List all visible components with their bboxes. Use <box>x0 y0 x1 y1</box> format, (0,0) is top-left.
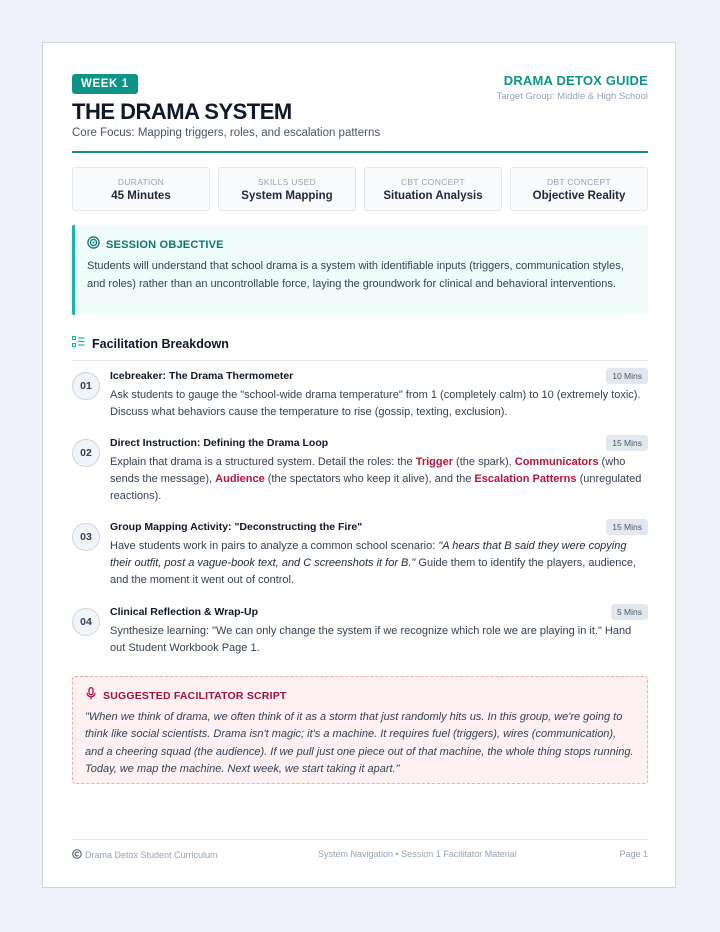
stat-label: CBT CONCEPT <box>400 177 466 187</box>
step-text-segment: (unregulated reactions). <box>110 473 642 502</box>
step-number: 04 <box>72 608 100 636</box>
copyright-icon <box>72 849 82 861</box>
step-number: 02 <box>72 439 100 467</box>
stat-skills <box>218 167 356 211</box>
stats-row <box>72 167 648 211</box>
stat-duration <box>72 167 210 211</box>
week-badge: WEEK 1 <box>72 74 138 94</box>
microphone-icon <box>85 687 97 705</box>
stat-label: DBT CONCEPT <box>546 177 612 187</box>
role-escalation-patterns: Escalation Patterns <box>474 473 577 485</box>
script-text: "When we think of drama, we often think of it as a storm that just randomly hits us. In this group, we're going to think like social scientists. Drama isn't magic; it's a machine. It requires fuel (triggers), wires (communication), and a cheering squad (the audience). If we pull just one piece out of that machine, the whole thing stops running. Today, we map the machine. Next week, we start taking it apart." <box>85 711 634 775</box>
stat-value: Objective Reality <box>532 190 626 202</box>
page-title: THE DRAMA SYSTEM <box>72 99 292 124</box>
page-subtitle: Core Focus: Mapping triggers, roles, and escalation patterns <box>72 127 381 139</box>
duration-badge: 10 Mins <box>606 368 648 384</box>
footer-divider <box>72 839 648 840</box>
duration-badge: 15 Mins <box>606 435 648 451</box>
stat-value: Situation Analysis <box>383 190 483 202</box>
stat-value: 45 Minutes <box>111 190 171 202</box>
step-text-segment: Have students work in pairs to analyze a common school scenario: <box>110 540 439 552</box>
header-divider <box>72 151 648 153</box>
step-title: Icebreaker: The Drama Thermometer <box>110 370 294 382</box>
scenario-quote: "A hears that B said they were copying their outfit, post a vague-book text, and C screenshots it for B." <box>110 540 627 569</box>
facilitator-script <box>72 676 648 784</box>
checklist-icon <box>72 335 85 353</box>
stat-cbt <box>364 167 502 211</box>
stat-value: System Mapping <box>241 190 333 202</box>
step-text-segment: Explain that drama is a structured system. Detail the roles: the <box>110 456 416 468</box>
role-trigger: Trigger <box>415 456 453 468</box>
step-title: Group Mapping Activity: "Deconstructing the Fire" <box>110 521 363 533</box>
objective-text: Students will understand that school drama is a system with identifiable inputs (triggers, communication styles, and roles) rather than an uncontrollable force, laying the groundwork for clinical and behavioral interventions. <box>87 260 624 290</box>
step-text <box>110 538 648 589</box>
page-number: Page 1 <box>619 849 648 859</box>
guide-title: DRAMA DETOX GUIDE <box>503 73 648 88</box>
step-text: Synthesize learning: "We can only change the system if we recognize which role we are playing in it." Hand out Student Workbook Page 1. <box>110 625 632 654</box>
step-text <box>110 454 648 505</box>
target-group: Target Group: Middle & High School <box>496 91 648 102</box>
target-icon <box>87 236 100 254</box>
step-number: 03 <box>72 523 100 551</box>
role-audience: Audience <box>215 473 265 485</box>
stat-dbt <box>510 167 648 211</box>
step-text-segment: (who sends the message), <box>110 456 626 485</box>
footer-center-text: System Navigation • Session 1 Facilitator Material <box>318 849 517 859</box>
footer-left-text: Drama Detox Student Curriculum <box>85 850 218 860</box>
step-text: Ask students to gauge the "school-wide drama temperature" from 1 (completely calm) to 10 (extremely toxic). Discuss what behaviors cause the temperature to rise (gossip, texting, exclusion). <box>110 389 641 418</box>
duration-badge: 15 Mins <box>606 519 648 535</box>
breakdown-title: Facilitation Breakdown <box>92 337 229 351</box>
step-title: Direct Instruction: Defining the Drama Loop <box>110 437 329 449</box>
step-text-segment: Guide them to identify the players, audience, and the moment it went out of control. <box>110 557 637 586</box>
step-number: 01 <box>72 372 100 400</box>
duration-badge: 5 Mins <box>611 604 648 620</box>
stat-label: SKILLS USED <box>257 177 317 187</box>
step-text-segment: (the spectators who keep it alive), and the <box>264 473 475 485</box>
stat-label: DURATION <box>117 177 165 187</box>
role-communicators: Communicators <box>514 456 599 468</box>
objective-title: SESSION OBJECTIVE <box>106 239 224 251</box>
script-title: SUGGESTED FACILITATOR SCRIPT <box>103 690 287 702</box>
step-text-segment: (the spark), <box>453 456 515 468</box>
step-title: Clinical Reflection & Wrap-Up <box>110 606 258 618</box>
curriculum-page <box>42 42 676 888</box>
session-objective <box>72 225 648 315</box>
breakdown-header <box>72 333 648 361</box>
